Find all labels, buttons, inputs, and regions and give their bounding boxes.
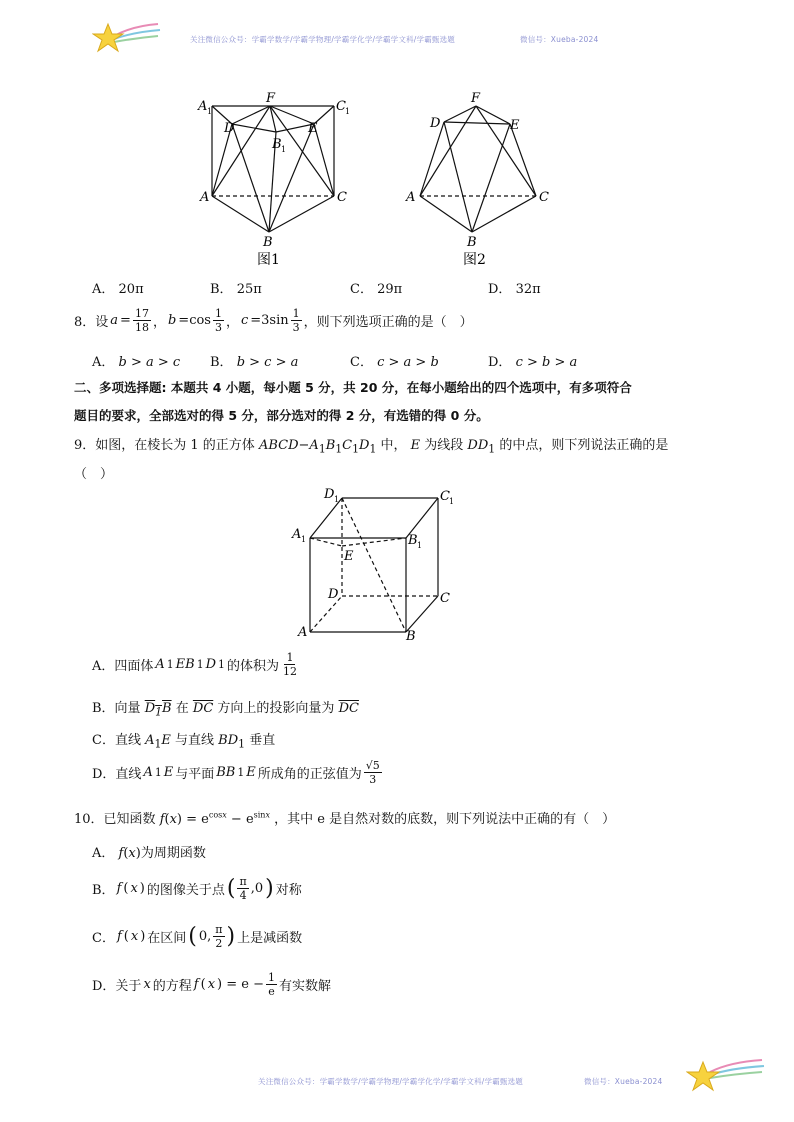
q8-option-c: C． c > a > b [350, 355, 439, 370]
header-wechat-id: 微信号：Xueba-2024 [520, 35, 599, 44]
svg-text:B: B [406, 629, 416, 644]
q7-option-a: A． 20π [92, 282, 144, 297]
figure-1 [190, 92, 360, 272]
q8-option-b: B． b > c > a [210, 355, 299, 370]
q8-option-a: A． b > a > c [92, 355, 181, 370]
fig1-caption: 图1 [257, 252, 280, 268]
q9-option-d: D．直线 A 1 E 与平面 BB 1 E 所成角的正弦值为 $\frac{√5}{3}$ [92, 759, 380, 786]
label-a: A [200, 190, 210, 205]
label-b: B [263, 235, 273, 250]
svg-text:D: D [328, 587, 339, 602]
q9-option-c: C．直线 $A_1E$ 与直线 $BD_1$ 垂直 [92, 733, 276, 751]
label-e: E [308, 121, 318, 136]
q10-option-a: A． f(x)为周期函数 [92, 846, 206, 861]
header-logo [92, 16, 162, 56]
q10-option-c: C． f ( x ) 在区间 ( 0, $\frac{\pi}{2}$ ) 上是减函数 [92, 923, 303, 950]
label-d: D [430, 116, 441, 131]
svg-text:A: A [298, 625, 308, 640]
label-a: A [406, 190, 416, 205]
label-a1: A [198, 99, 208, 114]
q7-option-b: B． 25π [210, 282, 262, 297]
svg-text:E: E [344, 549, 354, 564]
label-c: C [539, 190, 549, 205]
label-c: C [337, 190, 347, 205]
fig2-caption: 图2 [463, 252, 486, 268]
figure-2 [400, 92, 560, 272]
footer-text: 关注微信公众号：学霸学数学/学霸学物理/学霸学化学/学霸学文科/学霸甄选题 [258, 1077, 524, 1086]
svg-text:1: 1 [207, 107, 213, 116]
label-b1: B [272, 137, 282, 152]
footer-wechat-id: 微信号：Xueba-2024 [584, 1077, 663, 1086]
svg-text:C: C [440, 591, 450, 606]
svg-text:1: 1 [301, 535, 307, 544]
question-8: 8．设 a = $\frac{17}{18}$ ， b =cos $\frac{1}{3}$ ， c =3sin $\frac{1}{3}$ ，则下列选项正确的是（ ） [74, 307, 473, 334]
question-10-stem: 10．已知函数 $f(x) = e^{cosx} - e^{sinx}$ ，其中 e 是自然对数的底数，则下列说法中正确的有（ ） [74, 810, 616, 827]
svg-text:C: C [440, 489, 450, 504]
label-e: E [510, 118, 520, 133]
section-2-heading-line2: 题目的要求，全部选对的得 5 分，部分选对的得 2 分，有选错的得 0 分。 [74, 408, 489, 423]
q7-option-d: D． 32π [488, 282, 541, 297]
label-b: B [467, 235, 477, 250]
q9-option-a: A．四面体 A 1 EB 1 D 1 的体积为 $\frac{1}{12}$ [92, 651, 297, 678]
section-2-heading-line1: 二、多项选择题: 本题共 4 小题，每小题 5 分，共 20 分，在每小题给出的四个选项中，有多项符合 [74, 380, 632, 395]
question-9-stem: 9．如图，在棱长为 1 的正方体 $ABCD-A_1B_1C_1D_1$ 中， E 为线段 $DD_1$ 的中点，则下列说法正确的是 [74, 438, 669, 456]
svg-text:1: 1 [281, 145, 287, 154]
figure-cube [290, 484, 470, 644]
svg-text:A: A [292, 527, 302, 542]
header-text: 关注微信公众号：学霸学数学/学霸学物理/学霸学化学/学霸学文科/学霸甄选题 [190, 35, 456, 44]
q8-option-d: D． c > b > a [488, 355, 578, 370]
svg-text:D: D [324, 487, 335, 502]
label-f: F [266, 92, 276, 106]
q7-option-c: C． 29π [350, 282, 403, 297]
svg-text:B: B [408, 533, 418, 548]
label-d: D [224, 121, 235, 136]
q10-option-d: D．关于 x 的方程 f ( x ) = e − $\frac{1}{e}$ 有实数解 [92, 971, 331, 998]
label-f: F [471, 92, 481, 106]
svg-text:1: 1 [345, 107, 351, 116]
svg-text:1: 1 [417, 541, 423, 550]
q9-option-b: B．向量 $D_1B$ 在 $\overline{DC}$ 方向上的投影向量为 $\overline{DC}$ [92, 701, 359, 719]
svg-text:1: 1 [449, 497, 455, 506]
q10-option-b: B． f ( x ) 的图像关于点 ( $\frac{\pi}{4}$ ,0 ) 对称 [92, 875, 302, 902]
question-9-paren: （ ） [74, 467, 114, 482]
label-c1: C [336, 99, 346, 114]
footer-logo [686, 1050, 766, 1096]
svg-text:1: 1 [334, 495, 340, 504]
